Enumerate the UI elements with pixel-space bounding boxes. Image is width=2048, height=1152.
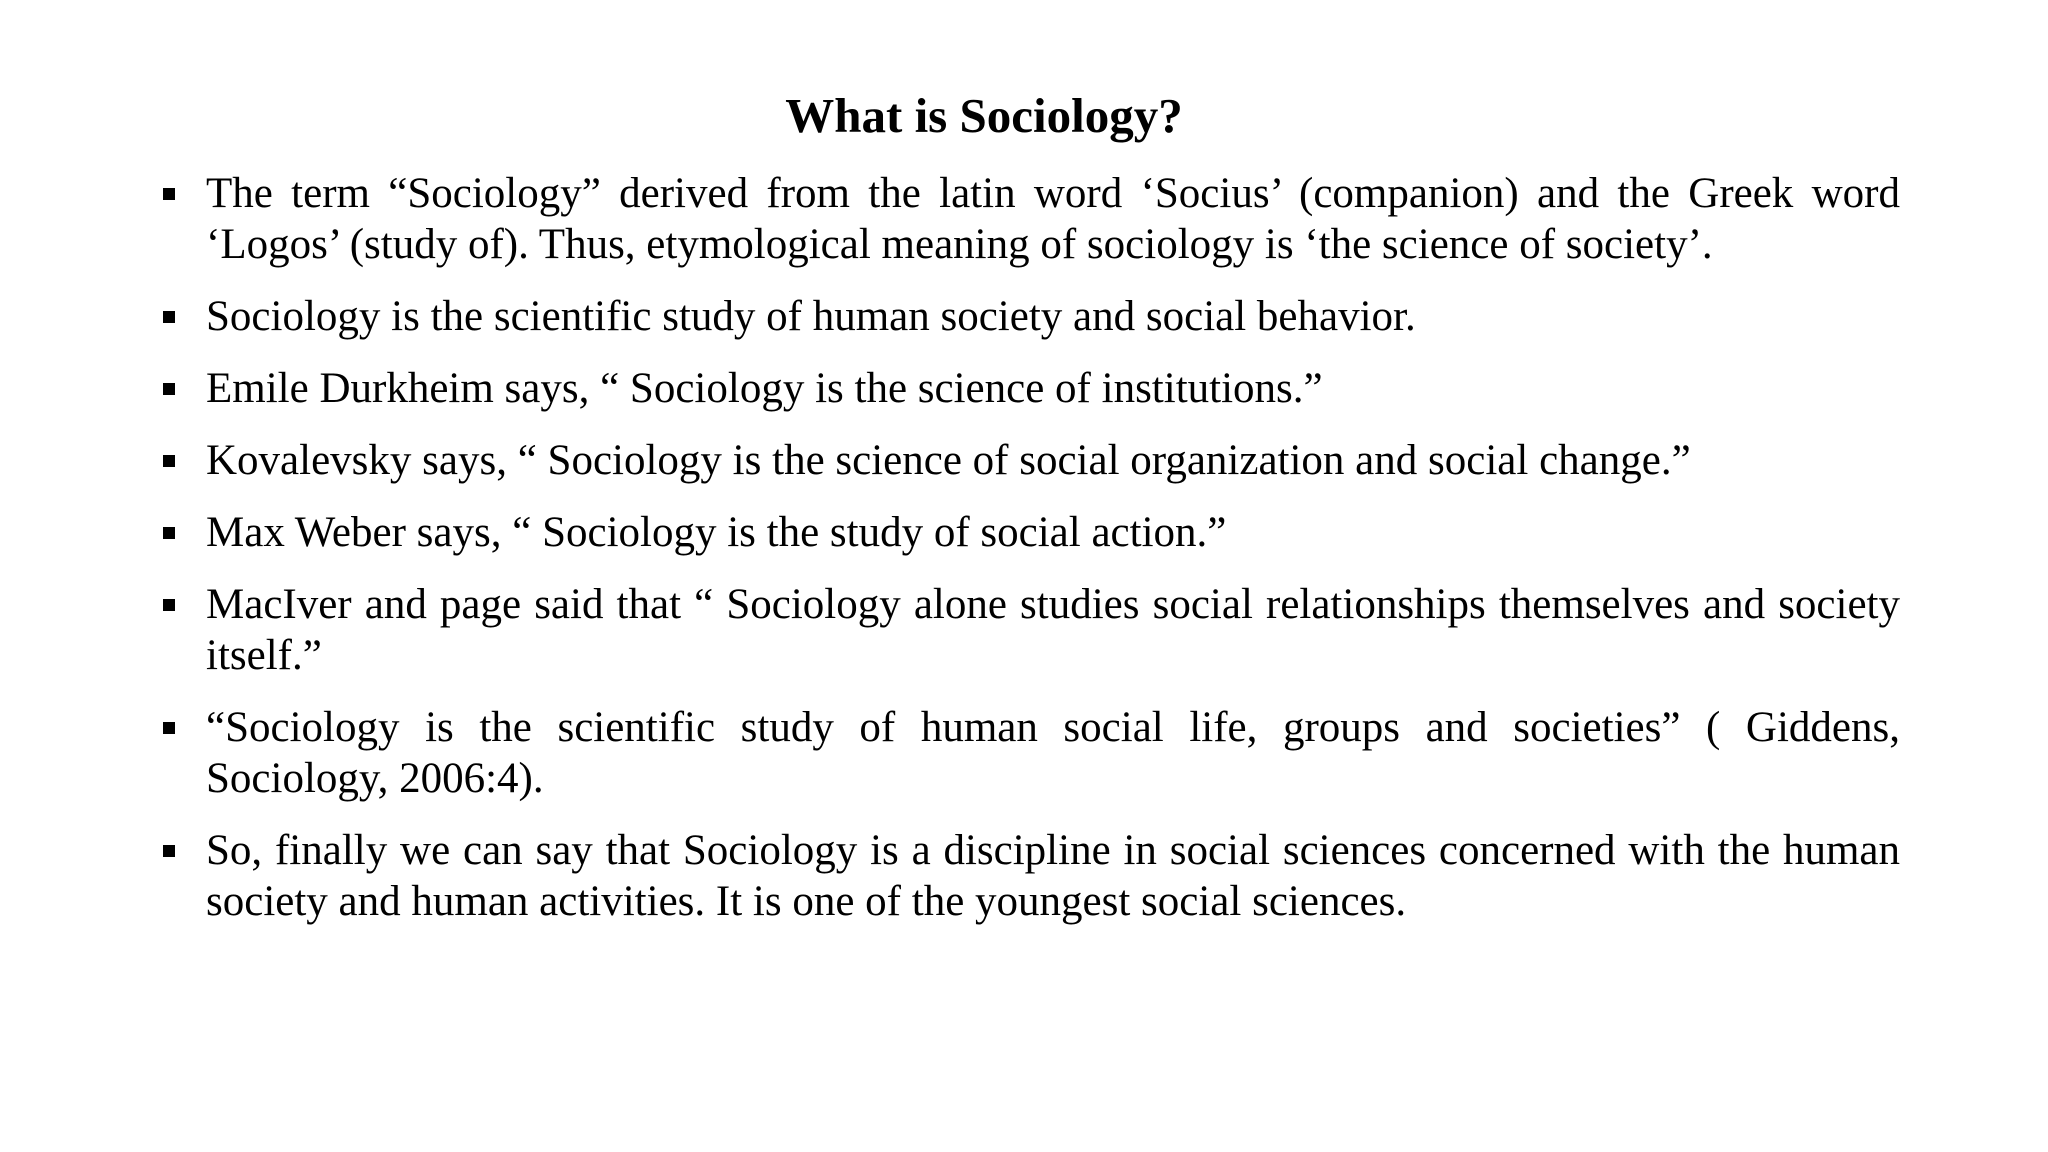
square-bullet-icon bbox=[163, 845, 175, 857]
list-item bbox=[160, 363, 1900, 414]
square-bullet-icon bbox=[163, 311, 175, 323]
list-item bbox=[160, 435, 1900, 486]
square-bullet-icon bbox=[163, 527, 175, 539]
list-item bbox=[160, 579, 1900, 681]
bullet-list bbox=[160, 168, 1900, 948]
bullet-text: Max Weber says, “ Sociology is the study of social action.” bbox=[206, 509, 1227, 556]
square-bullet-icon bbox=[163, 722, 175, 734]
bullet-text: “Sociology is the scientific study of human social life, groups and societies” ( Giddens, Sociology, 2006:4). bbox=[206, 704, 1900, 802]
list-item bbox=[160, 291, 1900, 342]
list-item bbox=[160, 825, 1900, 927]
bullet-text: Sociology is the scientific study of human society and social behavior. bbox=[206, 293, 1416, 340]
list-item bbox=[160, 702, 1900, 804]
slide-title: What is Sociology? bbox=[785, 88, 1183, 143]
square-bullet-icon bbox=[163, 188, 175, 200]
bullet-text: Emile Durkheim says, “ Sociology is the science of institutions.” bbox=[206, 365, 1323, 412]
square-bullet-icon bbox=[163, 383, 175, 395]
square-bullet-icon bbox=[163, 599, 175, 611]
bullet-text: MacIver and page said that “ Sociology alone studies social relationships themselves and society itself.” bbox=[206, 581, 1900, 679]
bullet-text: Kovalevsky says, “ Sociology is the science of social organization and social change.” bbox=[206, 437, 1691, 484]
bullet-text: The term “Sociology” derived from the latin word ‘Socius’ (companion) and the Greek word ‘Logos’ (study of). Thus, etymological meaning of sociology is ‘the science of society’. bbox=[206, 170, 1900, 268]
list-item bbox=[160, 507, 1900, 558]
square-bullet-icon bbox=[163, 455, 175, 467]
list-item bbox=[160, 168, 1900, 270]
bullet-text: So, finally we can say that Sociology is a discipline in social sciences concerned with the human society and human activities. It is one of the youngest social sciences. bbox=[206, 827, 1900, 925]
